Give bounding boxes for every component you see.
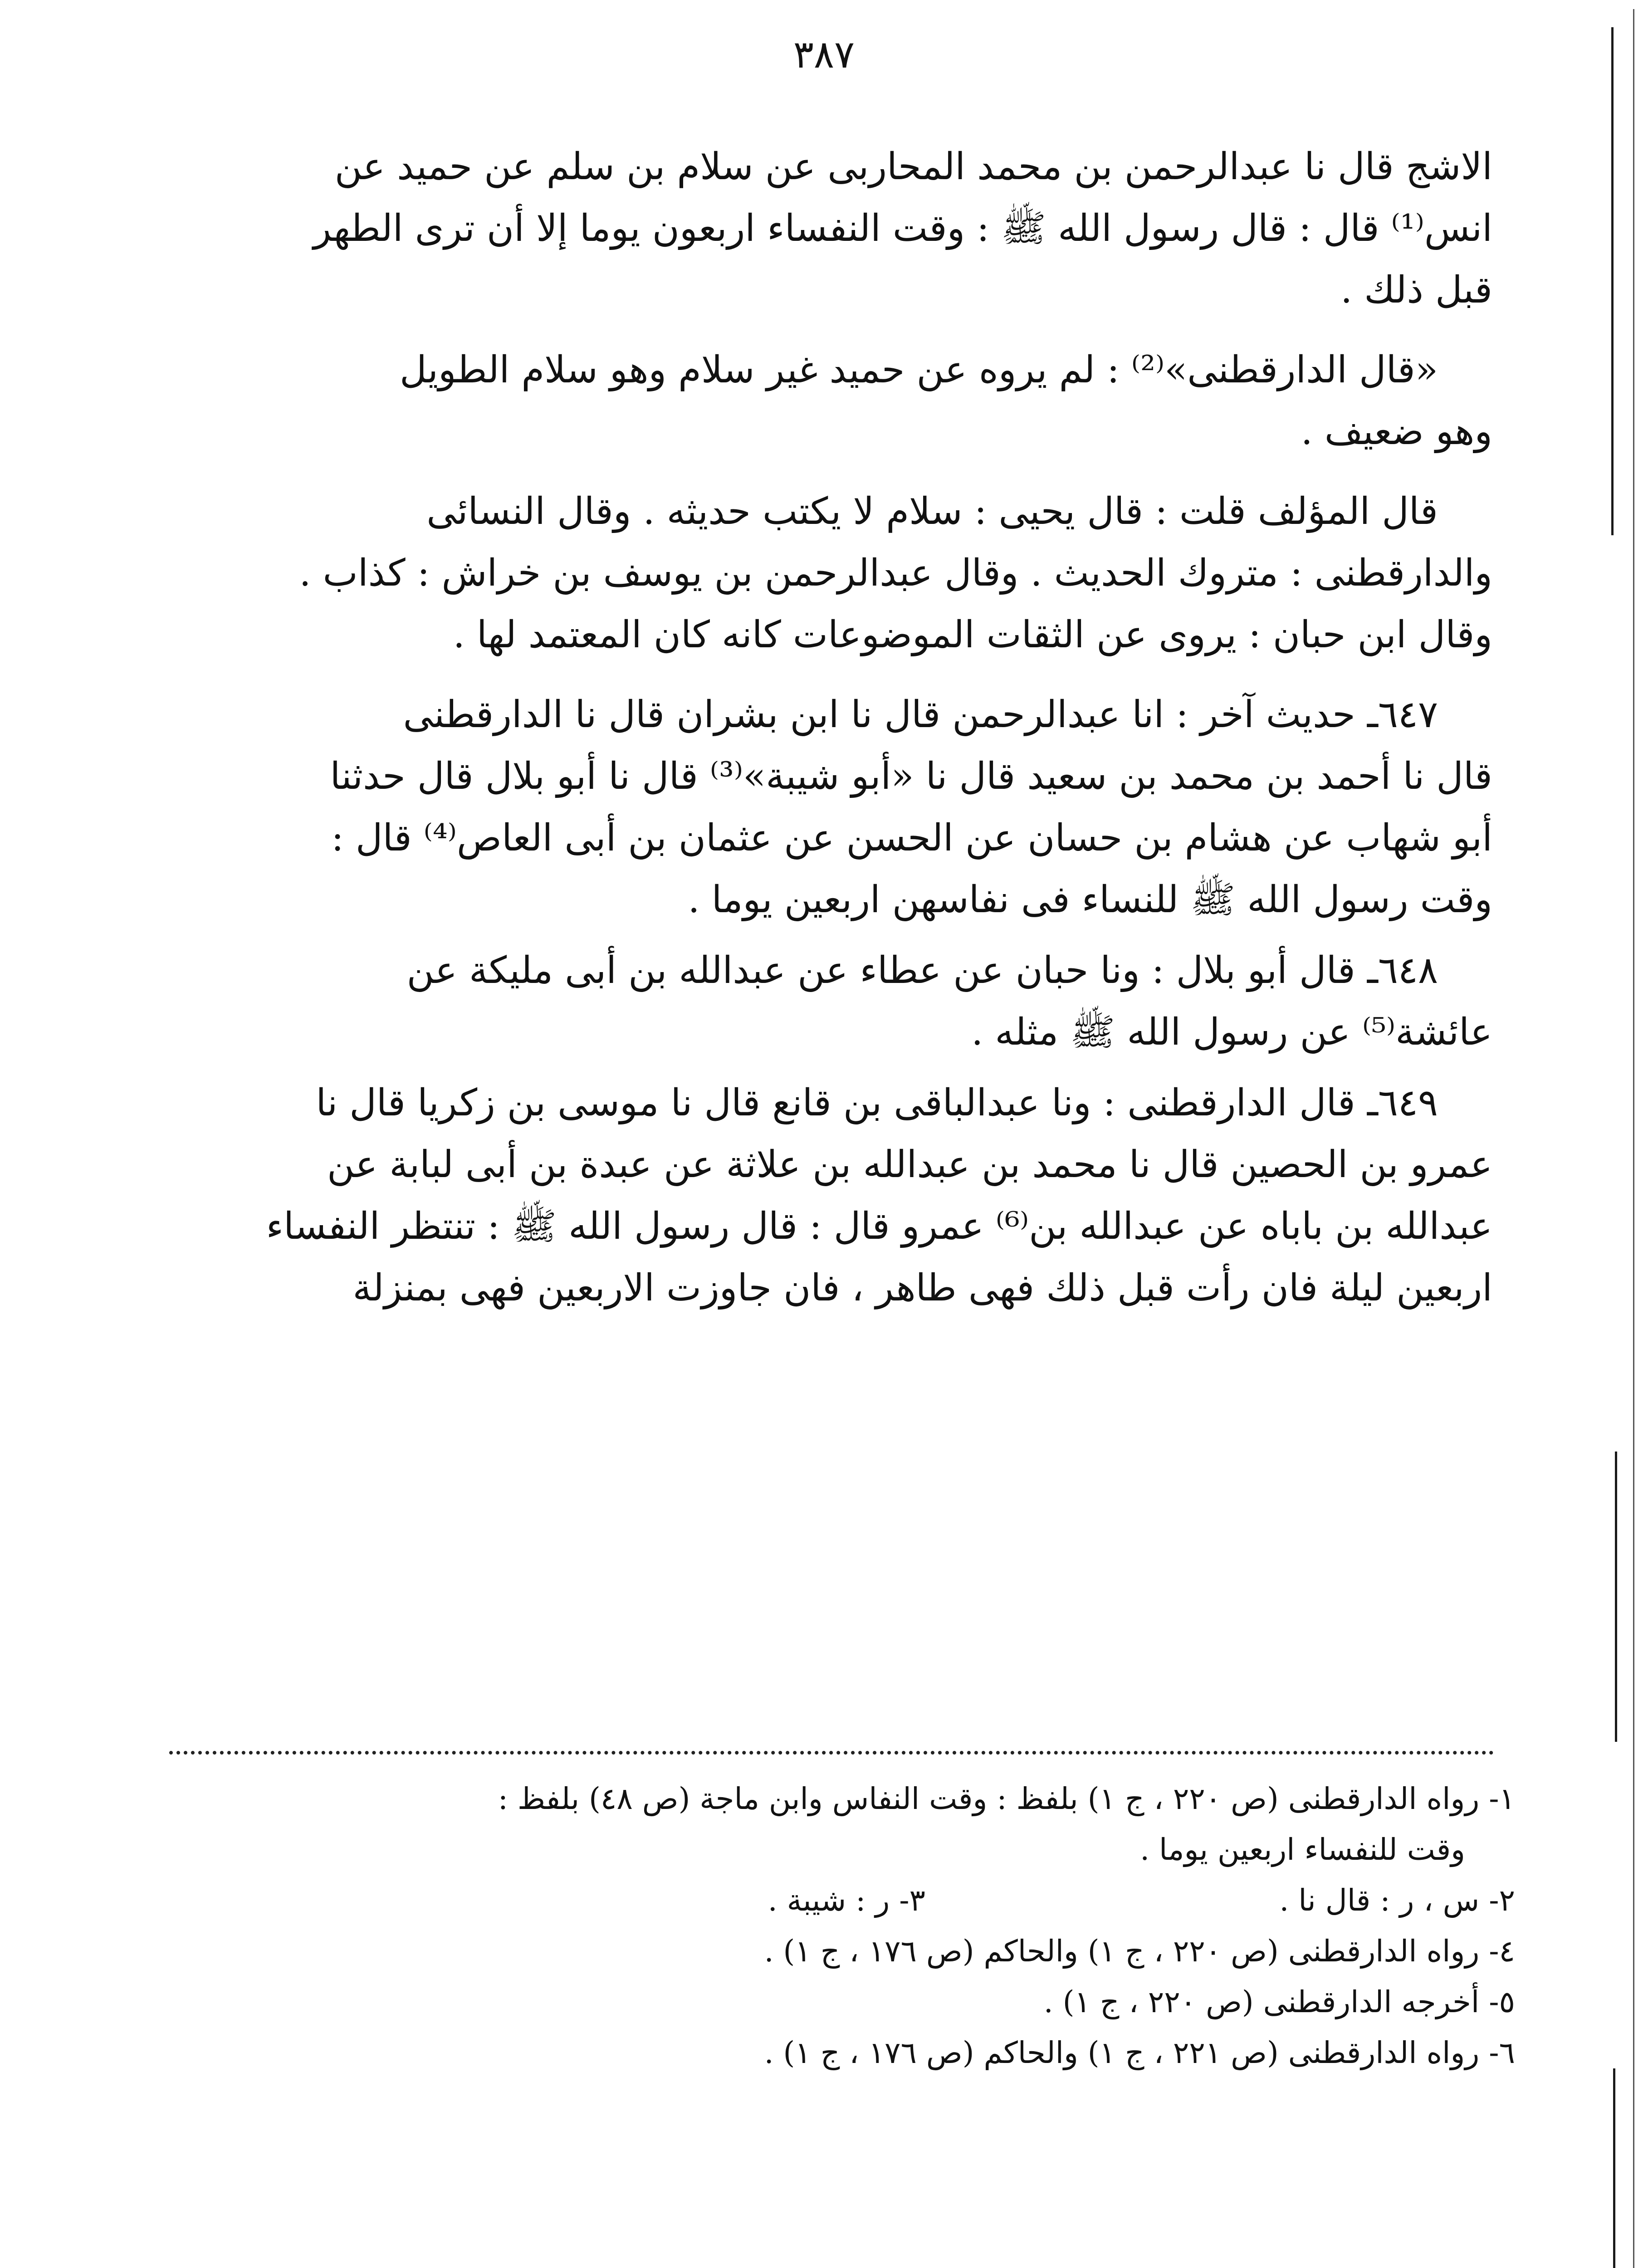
paragraph (132, 1072, 1492, 1319)
text-line: وقت رسول الله ﷺ للنساء فى نفاسهن اربعين يوما . (688, 878, 1492, 921)
footnote-1: ١- رواه الدارقطنى (ص ٢٢٠ ، ج ١) بلفظ : وقت النفاس وابن ماجة (ص ٤٨) بلفظ : (498, 1781, 1515, 1816)
scan-edge-line (1613, 2068, 1615, 2268)
page-number: ٣٨٧ (793, 32, 855, 77)
text-line: ٦٤٨ـ قال أبو بلال : ونا حبان عن عطاء عن عبدالله بن أبى مليكة عن (406, 949, 1438, 992)
footnote-1-continued: وقت للنفساء اربعين يوما . (1140, 1832, 1465, 1867)
text-line: وقال ابن حبان : يروى عن الثقات الموضوعات كانه كان المعتمد لها . (453, 613, 1492, 656)
text-line: اربعين ليلة فان رأت قبل ذلك فهى طاهر ، فان جاوزت الاربعين فهى بمنزلة (352, 1266, 1492, 1310)
footnote-6: ٦- رواه الدارقطنى (ص ٢٢١ ، ج ١) والحاكم (ص ١٧٦ ، ج ١) . (764, 2035, 1515, 2070)
footnote-separator (169, 1751, 1494, 1755)
footnote-2: ٢- س ، ر : قال نا . (1279, 1883, 1515, 1918)
scan-edge-line (1633, 9, 1634, 2268)
text-line: عمرو بن الحصين قال نا محمد بن عبدالله بن علاثة عن عبدة بن أبى لبابة عن (327, 1143, 1492, 1186)
text-line: عائشة⁽⁵⁾ عن رسول الله ﷺ مثله . (971, 1011, 1492, 1054)
footnotes (318, 1774, 1515, 2078)
text-line: عبدالله بن باباه عن عبدالله بن⁽⁶⁾ عمرو قال : قال رسول الله ﷺ : تنتظر النفساء (266, 1205, 1492, 1248)
paragraph (132, 481, 1492, 666)
text-line: قبل ذلك . (1340, 269, 1492, 312)
footnote-3: ٣- ر : شيبة . (768, 1883, 925, 1918)
text-line: الاشج قال نا عبدالرحمن بن محمد المحاربى عن سلام بن سلم عن حميد عن (334, 145, 1492, 188)
footnote-row (318, 1875, 1515, 1926)
text-line: ٦٤٧ـ حديث آخر : انا عبدالرحمن قال نا ابن بشران قال نا الدارقطنى (403, 693, 1438, 736)
text-line: «قال الدارقطنى»⁽²⁾ : لم يروه عن حميد غير سلام وهو سلام الطويل (400, 348, 1438, 391)
text-line: أبو شهاب عن هشام بن حسان عن الحسن عن عثمان بن أبى العاص⁽⁴⁾ قال : (331, 816, 1492, 860)
footnote-5: ٥- أخرجه الدارقطنى (ص ٢٢٠ ، ج ١) . (1043, 1984, 1515, 2019)
text-line: ٦٤٩ـ قال الدارقطنى : ونا عبدالباقى بن قانع قال نا موسى بن زكريا قال نا (316, 1081, 1438, 1124)
text-line: والدارقطنى : متروك الحديث . وقال عبدالرحمن بن يوسف بن خراش : كذاب . (299, 552, 1492, 595)
footnote-4: ٤- رواه الدارقطنى (ص ٢٢٠ ، ج ١) والحاكم (ص ١٧٦ ، ج ١) . (764, 1934, 1515, 1969)
text-line: انس⁽¹⁾ قال : قال رسول الله ﷺ : وقت النفساء اربعون يوما إلا أن ترى الطهر (313, 207, 1492, 250)
text-line: قال المؤلف قلت : قال يحيى : سلام لا يكتب حديثه . وقال النسائى (426, 490, 1438, 533)
paragraph (132, 136, 1492, 321)
paragraph (132, 339, 1492, 463)
main-text (132, 136, 1492, 1319)
text-line: قال نا أحمد بن محمد بن سعيد قال نا «أبو شيبة»⁽³⁾ قال نا أبو بلال قال حدثنا (330, 755, 1492, 798)
scan-edge-line (1611, 27, 1614, 535)
text-line: وهو ضعيف . (1301, 410, 1492, 453)
paragraph (132, 684, 1492, 931)
scan-edge-line (1615, 1452, 1617, 1742)
paragraph (132, 940, 1492, 1063)
